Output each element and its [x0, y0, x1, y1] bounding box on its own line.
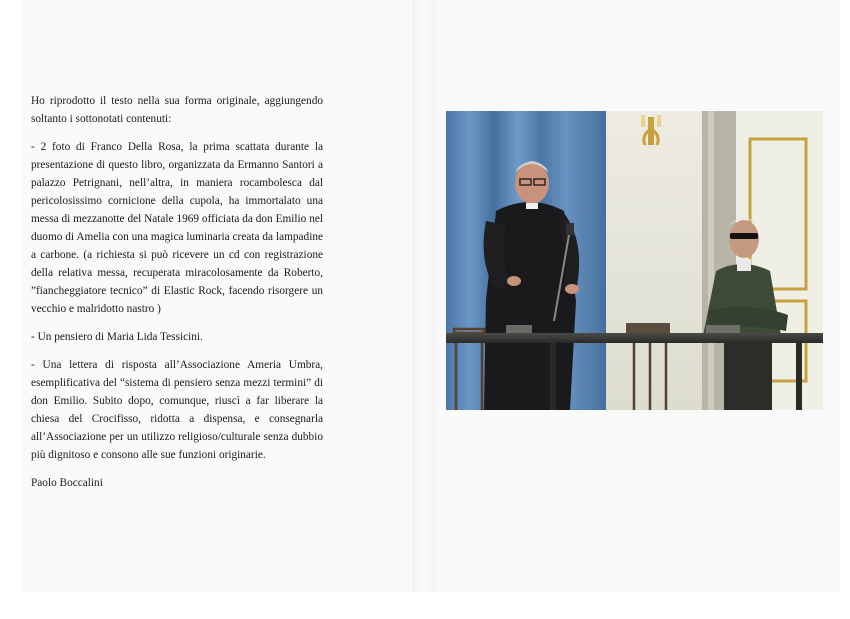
text-column [31, 92, 323, 492]
signature: Paolo Boccalini [31, 477, 103, 489]
book-gutter [412, 0, 436, 592]
photograph-two-men-at-table [446, 111, 823, 410]
table [446, 333, 823, 343]
item-photos-paragraph: - 2 foto di Franco Della Rosa, la prima scattata durante la presentazione di questo libro, organizzata da Ermanno Santori a palazzo Petrignani, nell’altra, in maniera rocambolesca dal pericolosissimo cornicione della cupola, ha immortalato una messa di mezzanotte del Natale 1969 officiata da don Emilio nel duomo di Amelia con una magica luminaria creata da lampadine a carbone. (a richiesta si può ricevere un cd con registrazione della relativa messa, recuperata miracolosamente da Roberto, ”fiancheggiatore tecnico” di Elastic Rock, facendo risorgere un vecchio e malridotto nastro ) [31, 141, 323, 315]
intro-paragraph: Ho riprodotto il testo nella sua forma originale, aggiungendo soltanto i sottonotati contenuti: [31, 95, 323, 125]
item-letter-paragraph: - Una lettera di risposta all’Associazione Ameria Umbra, esemplificativa del “sistema di pensiero senza mezzi termini” di don Emilio. Subito dopo, comunque, riuscì a far liberare la chiesa del Crocifisso, ridotta a dispensa, e consegnarla all’Associazione per un utilizzo religioso/culturale senza dubbio più dignitoso e consono alle sue funzioni originarie. [31, 359, 323, 461]
photograph [446, 111, 823, 410]
item-thought-paragraph: - Un pensiero di Maria Lida Tessicini. [31, 331, 203, 343]
